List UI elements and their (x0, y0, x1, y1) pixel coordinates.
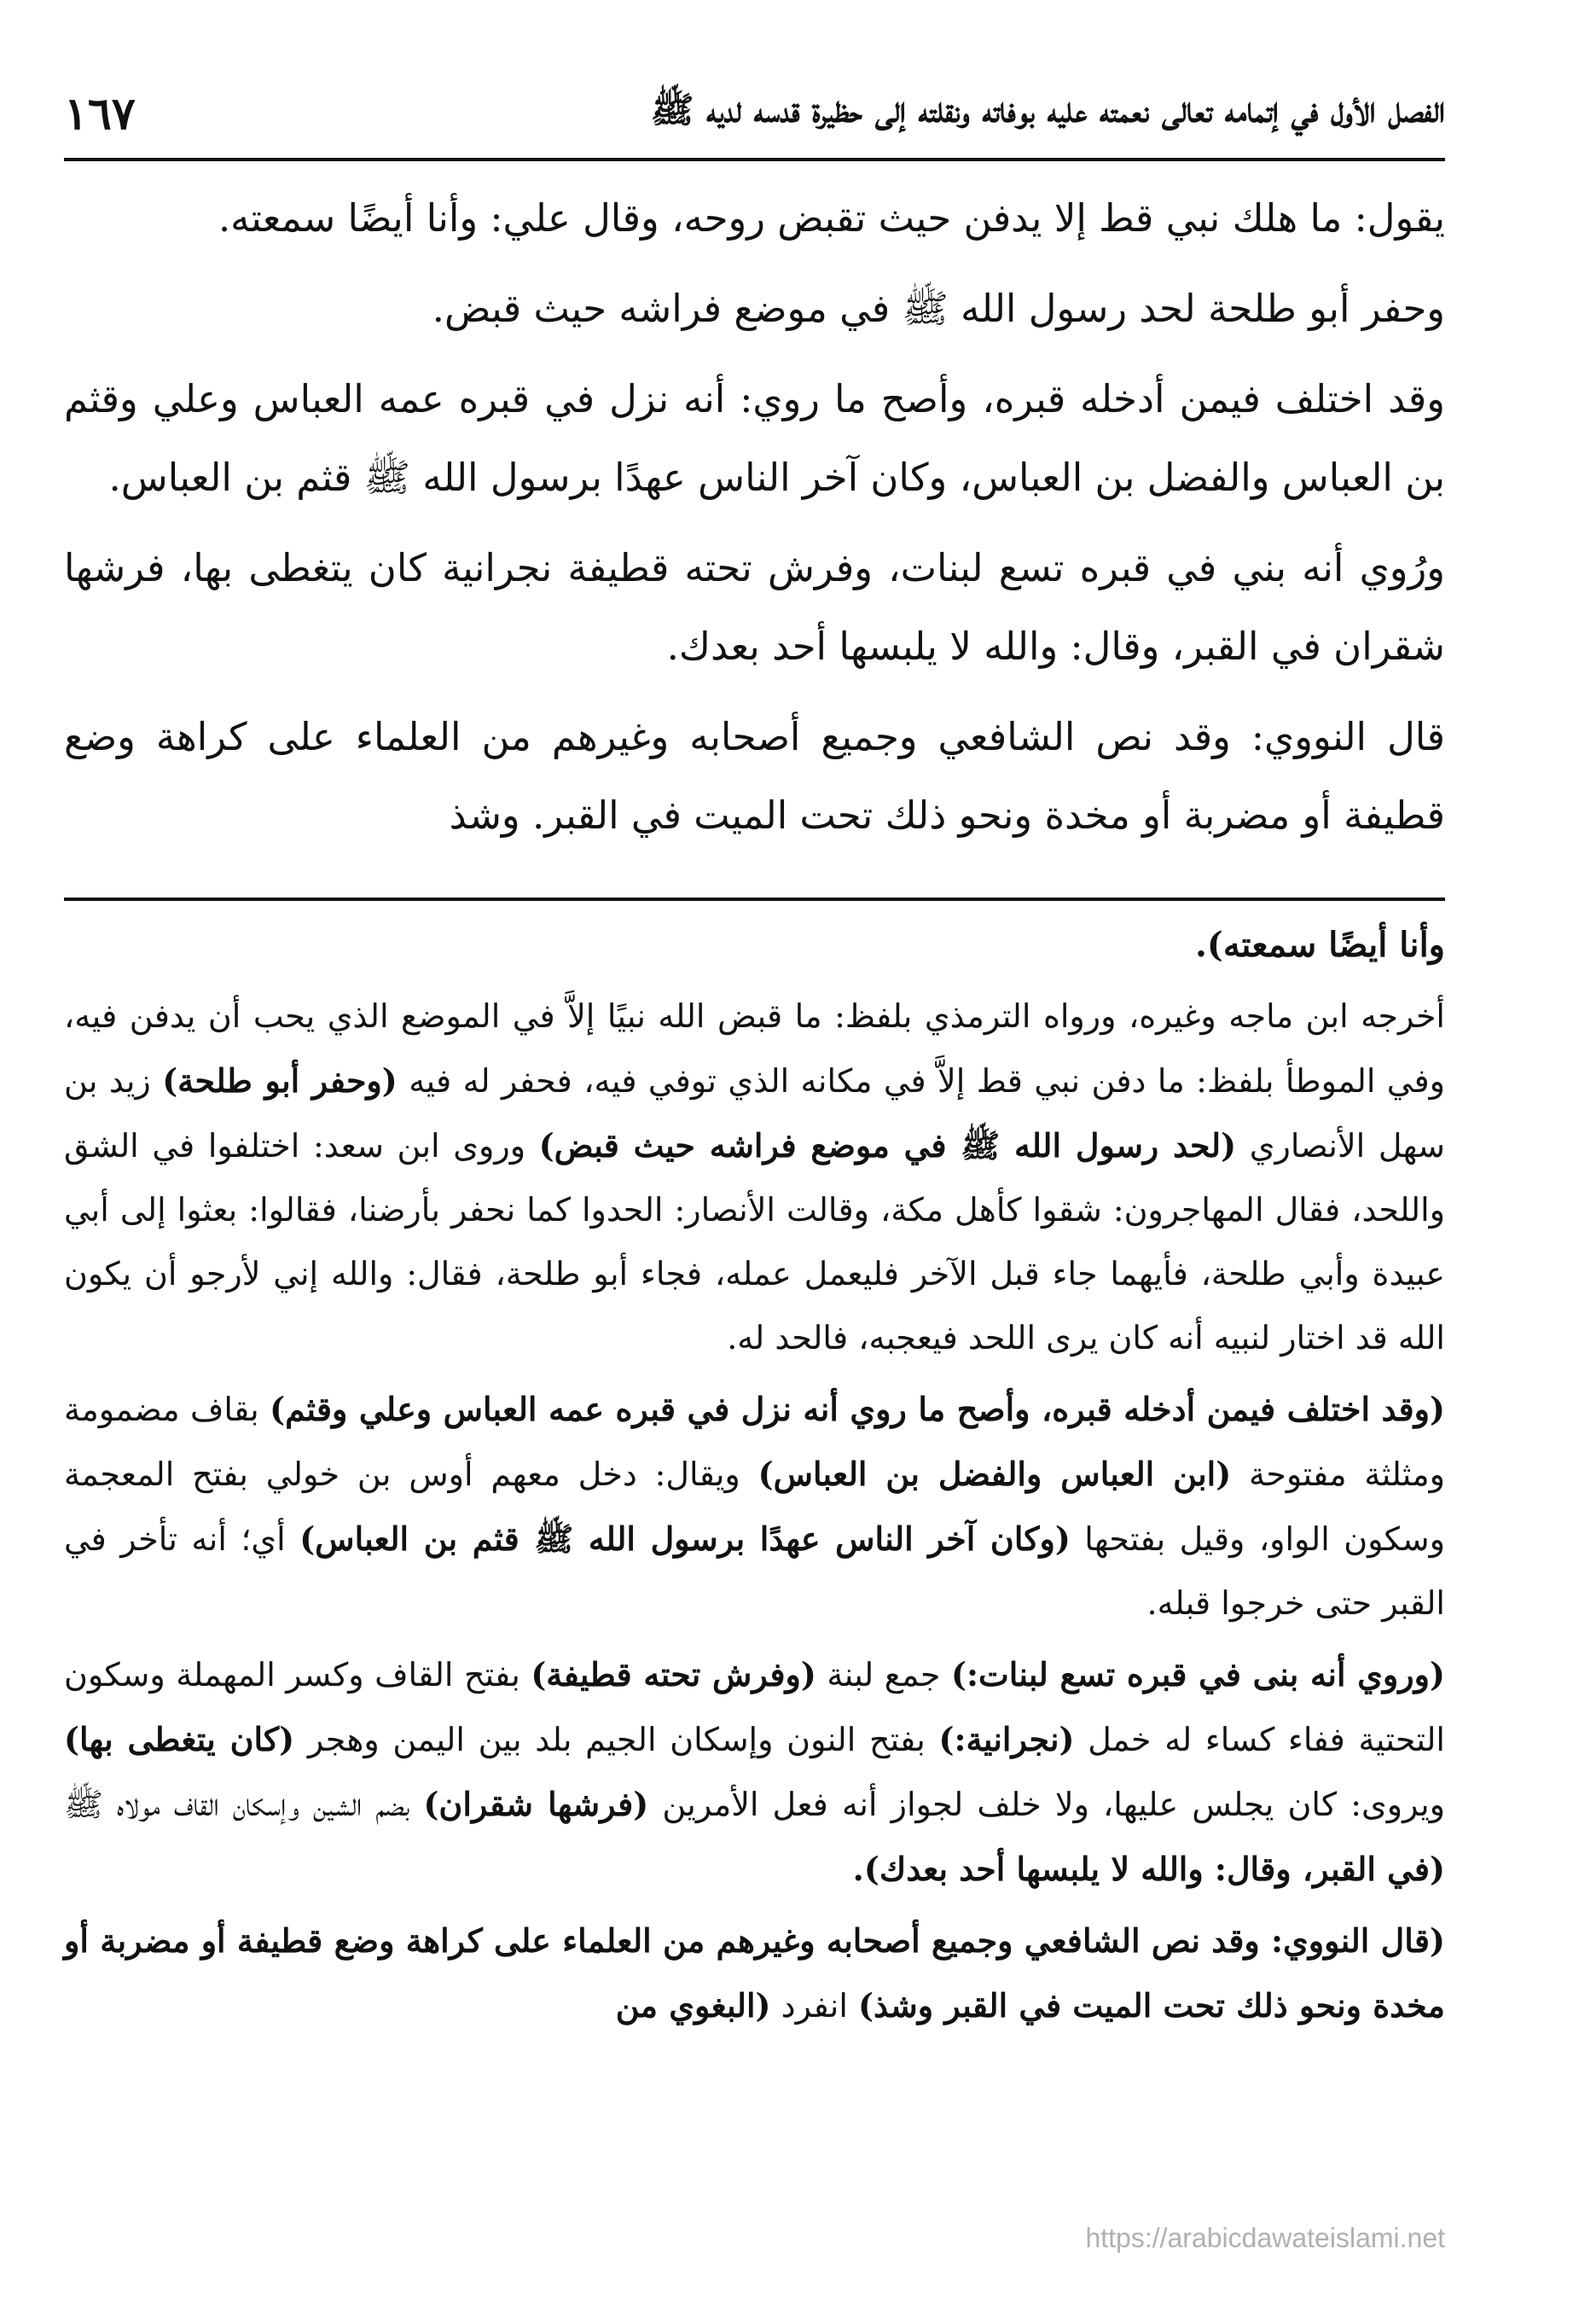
commentary-text: أخرجه ابن ماجه وغيره، ورواه الترمذي بلفظ: ما قبض الله نبيًا إلاَّ في الموضع الذي يحب أن يدفن فيه، وفي الموطأ بلفظ: ما دفن نبي قط إلاَّ في مكانه الذي توفي فيه، فحفر له فيه (64, 997, 1445, 1100)
commentary-text: زيد بن سهل الأنصاري (64, 1062, 1445, 1165)
page-number: ١٦٧ (64, 87, 136, 140)
quoted-phrase: (كان يتغطى بها) (64, 1720, 295, 1758)
commentary-text: وروى ابن سعد: اختلفوا في الشق واللحد، فقال المهاجرون: شقوا كأهل مكة، وقالت الأنصار: الحدوا كما نحفر بأرضنا، فقالوا: بعثوا إلى أبي عبيدة وأبي طلحة، فأيهما جاء قبل الآخر فليعمل عمله، فجاء أبو طلحة، فقال: والله إني لأرجو أن يكون الله قد اختار لنبيه أنه كان يرى اللحد فيعجبه، فالحد له. (64, 1127, 1445, 1357)
quoted-phrase: (نجرانية:) (938, 1720, 1075, 1758)
quoted-phrase: (وحفر أبو طلحة) (162, 1061, 398, 1100)
commentary-divider (64, 898, 1445, 901)
commentary-text: ويقال: دخل معهم أوس بن خولي بفتح المعجمة وسكون الواو، وقيل بفتحها (64, 1455, 1445, 1558)
chapter-title: الفصل الأول في إتمامه تعالى نعمته عليه بوفاته ونقلته إلى حظيرة قدسه لديه ﷺ (650, 88, 1445, 131)
commentary-text: أي؛ أنه تأخر في القبر حتى خرجوا قبله. (64, 1520, 1445, 1622)
commentary-text: بقاف مضمومة ومثلثة مفتوحة (64, 1391, 1445, 1493)
quoted-phrase: (وكان آخر الناس عهدًا برسول الله ﷺ قثم بن العباس) (299, 1519, 1071, 1558)
main-paragraph: وقد اختلف فيمن أدخله قبره، وأصح ما روي: أنه نزل في قبره عمه العباس وعلي وقثم بن العباس والفضل بن العباس، وكان آخر الناس عهدًا برسول الله ﷺ قثم بن العباس. (64, 376, 1445, 500)
commentary-text: ويروى: كان يجلس عليها، ولا خلف لجواز أنه فعل الأمرين (662, 1786, 1446, 1823)
quoted-phrase: (وقد اختلف فيمن أدخله قبره، وأصح ما روي أنه نزل في قبره عمه العباس وعلي وقثم) (270, 1390, 1445, 1428)
commentary-text: بضم الشين وإسكان القاف مولاه ﷺ (64, 1786, 410, 1823)
main-paragraph: وحفر أبو طلحة لحد رسول الله ﷺ في موضع فراشه حيث قبض. (432, 286, 1445, 331)
commentary-paragraph (64, 1909, 1445, 2038)
quoted-phrase: (وروي أنه بنى في قبره تسع لبنات:) (951, 1655, 1445, 1694)
main-paragraph: ورُوي أنه بني في قبره تسع لبنات، وفرش تحته قطيفة نجرانية كان يتغطى بها، فرشها شقران في القبر، وقال: والله لا يلبسها أحد بعدك. (64, 545, 1445, 669)
quoted-phrase: (قال النووي: وقد نص الشافعي وجميع أصحابه وغيرهم من العلماء على كراهة وضع قطيفة أو مضربة أو مخدة ونحو ذلك تحت الميت في القبر وشذ) (64, 1921, 1445, 2025)
commentary-text: انفرد (781, 1987, 848, 2025)
watermark-url: https://arabicdawateislami.net (1085, 2222, 1445, 2253)
commentary-paragraph (64, 913, 1445, 978)
commentary-paragraph (64, 985, 1445, 1370)
commentary-text: بفتح القاف وكسر المهملة وسكون التحتية ففاء كساء له خمل (64, 1656, 1445, 1758)
header-divider (64, 158, 1445, 161)
quoted-phrase: (لحد رسول الله ﷺ في موضع فراشه حيث قبض) (538, 1126, 1237, 1165)
commentary (64, 913, 1445, 2045)
commentary-text: جمع لبنة (827, 1656, 941, 1694)
main-paragraph: يقول: ما هلك نبي قط إلا يدفن حيث تقبض روحه، وقال علي: وأنا أيضًا سمعته. (218, 195, 1445, 241)
quoted-phrase: (وفرش تحته قطيفة) (531, 1655, 816, 1694)
quoted-phrase: وأنا أيضًا سمعته). (1194, 925, 1445, 965)
commentary-paragraph (64, 1642, 1445, 1902)
quoted-phrase: (في القبر، وقال: والله لا يلبسها أحد بعدك). (852, 1850, 1445, 1888)
quoted-phrase: (البغوي من (615, 1986, 771, 2025)
main-text (64, 179, 1445, 867)
main-paragraph: قال النووي: وقد نص الشافعي وجميع أصحابه وغيرهم من العلماء على كراهة وضع قطيفة أو مضربة أو مخدة ونحو ذلك تحت الميت في القبر. وشذ (64, 714, 1445, 838)
commentary-paragraph (64, 1377, 1445, 1636)
running-header (64, 75, 1445, 152)
quoted-phrase: (فرشها شقران) (423, 1785, 649, 1823)
commentary-text: بفتح النون وإسكان الجيم بلد بين اليمن وهجر (307, 1721, 926, 1758)
quoted-phrase: (ابن العباس والفضل بن العباس) (757, 1455, 1232, 1493)
